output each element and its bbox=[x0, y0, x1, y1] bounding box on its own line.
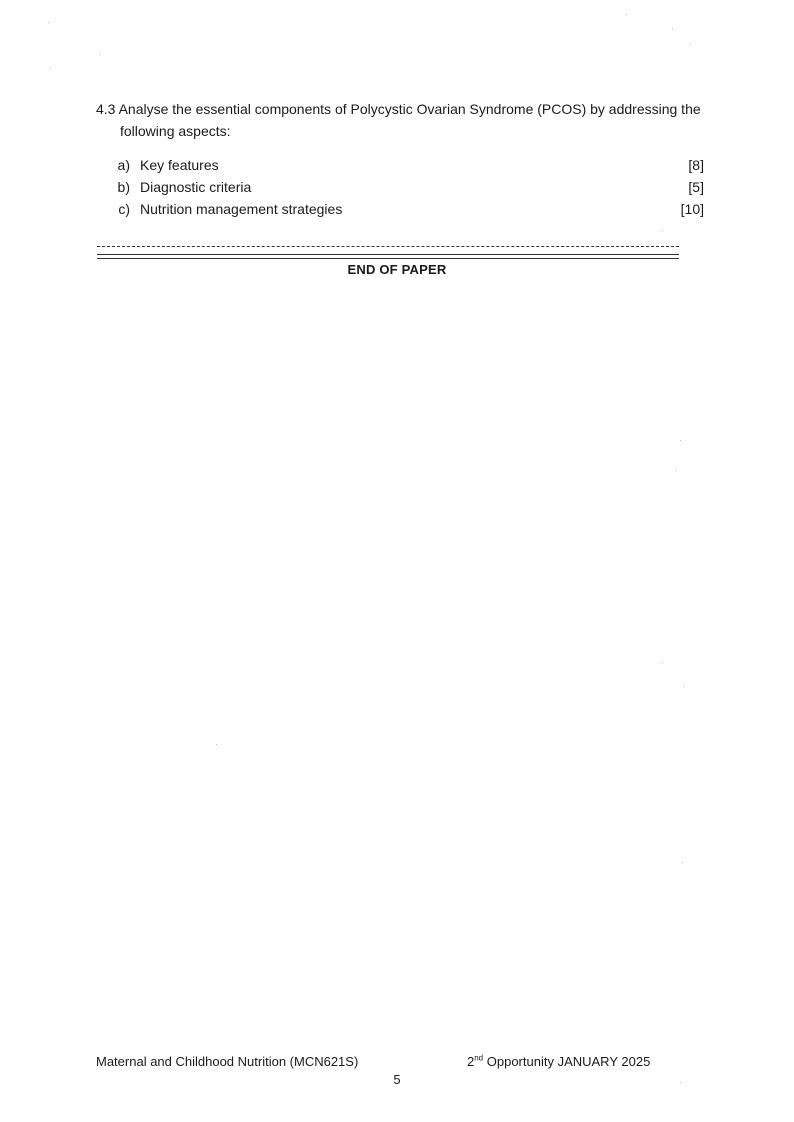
question-4-3 bbox=[96, 98, 706, 142]
question-line-2: following aspects: bbox=[120, 123, 231, 139]
sub-question-a bbox=[96, 154, 704, 176]
scan-speckle bbox=[682, 862, 683, 863]
question-number: 4.3 bbox=[96, 101, 116, 117]
scan-speckle bbox=[672, 28, 673, 29]
sub-question-marks: [10] bbox=[680, 201, 704, 217]
sub-question-text: Nutrition management strategies bbox=[140, 201, 343, 217]
sub-question-letter: b) bbox=[117, 179, 130, 195]
sub-question-list bbox=[96, 154, 704, 220]
scan-speckle bbox=[684, 686, 685, 687]
scan-speckle bbox=[100, 54, 101, 55]
scan-speckle bbox=[690, 44, 691, 45]
footer-opportunity-ordinal: 2 bbox=[467, 1054, 475, 1069]
sub-question-letter: a) bbox=[117, 157, 130, 173]
page-number: 5 bbox=[393, 1072, 401, 1087]
scan-speckle bbox=[50, 68, 51, 69]
sub-question-text: Key features bbox=[140, 157, 219, 173]
scan-speckle bbox=[48, 22, 49, 23]
footer-opportunity-suffix: nd bbox=[474, 1053, 484, 1063]
scan-speckle bbox=[680, 440, 681, 441]
sub-question-marks: [8] bbox=[688, 157, 704, 173]
double-rule-divider bbox=[97, 254, 679, 259]
scan-speckle bbox=[662, 230, 663, 231]
sub-question-b bbox=[96, 176, 704, 198]
footer-opportunity bbox=[467, 1054, 650, 1069]
dashed-divider bbox=[97, 246, 679, 247]
scan-speckle bbox=[676, 470, 677, 471]
scan-speckle bbox=[626, 14, 627, 15]
scan-speckle bbox=[216, 744, 217, 745]
sub-question-c bbox=[96, 198, 704, 220]
footer-opportunity-text: Opportunity JANUARY 2025 bbox=[483, 1054, 651, 1069]
scan-speckle bbox=[662, 662, 663, 663]
question-line-1 bbox=[96, 98, 706, 120]
scan-speckle bbox=[680, 1082, 681, 1083]
end-of-paper-label: END OF PAPER bbox=[347, 262, 447, 277]
sub-question-marks: [5] bbox=[688, 179, 704, 195]
footer-course-title: Maternal and Childhood Nutrition (MCN621S) bbox=[96, 1054, 359, 1069]
sub-question-text: Diagnostic criteria bbox=[140, 179, 252, 195]
question-text: Analyse the essential components of Polycystic Ovarian Syndrome (PCOS) by addressing the bbox=[118, 101, 701, 117]
sub-question-letter: c) bbox=[118, 201, 130, 217]
